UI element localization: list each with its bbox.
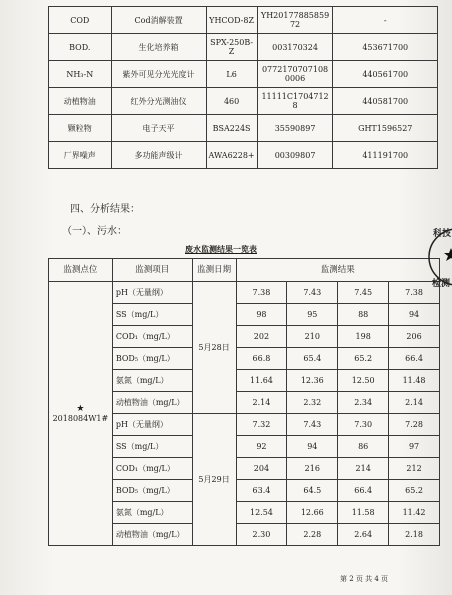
value-cell: 86 [338, 436, 389, 458]
instrument-cell: 多功能声级计 [111, 142, 206, 169]
results-table [48, 258, 440, 546]
value-cell: 7.43 [287, 414, 338, 436]
value-cell: 202 [236, 326, 287, 348]
value-cell: 12.36 [287, 370, 338, 392]
instrument-row [49, 61, 438, 88]
value-cell: 2.28 [287, 524, 338, 546]
instrument-cell: 460 [206, 88, 257, 115]
section-title: 四、分析结果： [70, 204, 140, 215]
instrument-cell: 颗粒物 [49, 115, 112, 142]
stamp-text-top: 科技 [433, 229, 452, 239]
item-cell: 氨氮（mg/L） [112, 502, 192, 524]
item-cell: SS（mg/L） [112, 436, 192, 458]
instrument-row [49, 88, 438, 115]
monitoring-point-cell [49, 282, 113, 546]
item-cell: SS（mg/L） [112, 304, 192, 326]
value-cell: 7.38 [389, 282, 440, 304]
instrument-cell: 440561700 [333, 61, 438, 88]
value-cell: 198 [338, 326, 389, 348]
instrument-cell: 生化培养箱 [111, 34, 206, 61]
value-cell: 11.58 [338, 502, 389, 524]
instrument-cell: 电子天平 [111, 115, 206, 142]
value-cell: 7.43 [287, 282, 338, 304]
value-cell: 210 [287, 326, 338, 348]
instrument-cell: 003170324 [257, 34, 333, 61]
instrument-cell: GHT1596527 [333, 115, 438, 142]
value-cell: 92 [236, 436, 287, 458]
value-cell: 216 [287, 458, 338, 480]
item-cell: pH（无量纲） [112, 414, 192, 436]
item-cell: COD₁（mg/L） [112, 458, 192, 480]
item-cell: 动植物油（mg/L） [112, 524, 192, 546]
value-cell: 63.4 [236, 480, 287, 502]
date-cell: 5月28日 [192, 282, 236, 414]
instrument-cell: 红外分光测油仪 [111, 88, 206, 115]
instrument-cell: 35590897 [257, 115, 333, 142]
page-footer: 第 2 页 共 4 页 [340, 575, 389, 583]
instrument-cell: COD [49, 7, 112, 34]
instrument-cell: YHCOD-8Z [206, 7, 257, 34]
inspection-stamp [427, 212, 452, 302]
star-icon: ★ [76, 403, 85, 414]
instrument-cell: 紫外可见分光光度计 [111, 61, 206, 88]
value-cell: 94 [389, 304, 440, 326]
value-cell: 65.2 [338, 348, 389, 370]
instrument-cell: NH₃-N [49, 61, 112, 88]
value-cell: 7.32 [236, 414, 287, 436]
instrument-cell: 00309807 [257, 142, 333, 169]
value-cell: 88 [338, 304, 389, 326]
value-cell: 2.18 [389, 524, 440, 546]
value-cell: 2.34 [338, 392, 389, 414]
value-cell: 12.54 [236, 502, 287, 524]
instrument-table [48, 6, 438, 169]
value-cell: 11.64 [236, 370, 287, 392]
value-cell: 65.4 [287, 348, 338, 370]
instrument-cell: 动植物油 [49, 88, 112, 115]
instrument-cell: 440581700 [333, 88, 438, 115]
table-row [49, 282, 440, 304]
item-cell: BOD₅（mg/L） [112, 348, 192, 370]
value-cell: 2.32 [287, 392, 338, 414]
value-cell: 11.48 [389, 370, 440, 392]
value-cell: 11.42 [389, 502, 440, 524]
instrument-cell: 11111C1704712 8 [257, 88, 333, 115]
monitoring-point-label: 2018084W1# [52, 413, 109, 423]
subsection-title: （一）、污水： [62, 226, 127, 237]
stamp-text-bottom: 检测 [432, 279, 451, 289]
instrument-cell: 0772170707108 0006 [257, 61, 333, 88]
instrument-cell: L6 [206, 61, 257, 88]
results-header-row [49, 259, 440, 282]
value-cell: 204 [236, 458, 287, 480]
table-title: 废水监测结果一览表 [185, 244, 257, 254]
item-cell: 氨氮（mg/L） [112, 370, 192, 392]
value-cell: 2.64 [338, 524, 389, 546]
instrument-row [49, 115, 438, 142]
instrument-row [49, 142, 438, 169]
value-cell: 95 [287, 304, 338, 326]
value-cell: 7.45 [338, 282, 389, 304]
value-cell: 66.8 [236, 348, 287, 370]
instrument-row [49, 34, 438, 61]
instrument-cell: 411191700 [333, 142, 438, 169]
instrument-cell: YH2017788585972 [257, 7, 333, 34]
item-cell: COD₁（mg/L） [112, 326, 192, 348]
header-date: 监测日期 [192, 259, 236, 282]
value-cell: 206 [389, 326, 440, 348]
instrument-cell: BOD. [49, 34, 112, 61]
value-cell: 97 [389, 436, 440, 458]
value-cell: 94 [287, 436, 338, 458]
value-cell: 212 [389, 458, 440, 480]
header-point: 监测点位 [49, 259, 113, 282]
value-cell: 7.38 [236, 282, 287, 304]
instrument-cell: 453671700 [333, 34, 438, 61]
value-cell: 214 [338, 458, 389, 480]
header-item: 监测项目 [112, 259, 192, 282]
value-cell: 65.2 [389, 480, 440, 502]
item-cell: BOD₅（mg/L） [112, 480, 192, 502]
value-cell: 2.14 [389, 392, 440, 414]
date-cell: 5月29日 [192, 414, 236, 546]
item-cell: pH（无量纲） [112, 282, 192, 304]
instrument-cell: BSA224S [206, 115, 257, 142]
value-cell: 66.4 [338, 480, 389, 502]
instrument-cell: 厂界噪声 [49, 142, 112, 169]
instrument-row [49, 7, 438, 34]
value-cell: 12.50 [338, 370, 389, 392]
value-cell: 66.4 [389, 348, 440, 370]
header-result: 监测结果 [236, 259, 439, 282]
value-cell: 7.30 [338, 414, 389, 436]
instrument-cell: SPX-250B-Z [206, 34, 257, 61]
instrument-cell: AWA6228+ [206, 142, 257, 169]
value-cell: 12.66 [287, 502, 338, 524]
value-cell: 2.30 [236, 524, 287, 546]
instrument-cell: - [333, 7, 438, 34]
value-cell: 7.28 [389, 414, 440, 436]
value-cell: 98 [236, 304, 287, 326]
instrument-cell: Cod消解装置 [111, 7, 206, 34]
item-cell: 动植物油（mg/L） [112, 392, 192, 414]
value-cell: 64.5 [287, 480, 338, 502]
value-cell: 2.14 [236, 392, 287, 414]
